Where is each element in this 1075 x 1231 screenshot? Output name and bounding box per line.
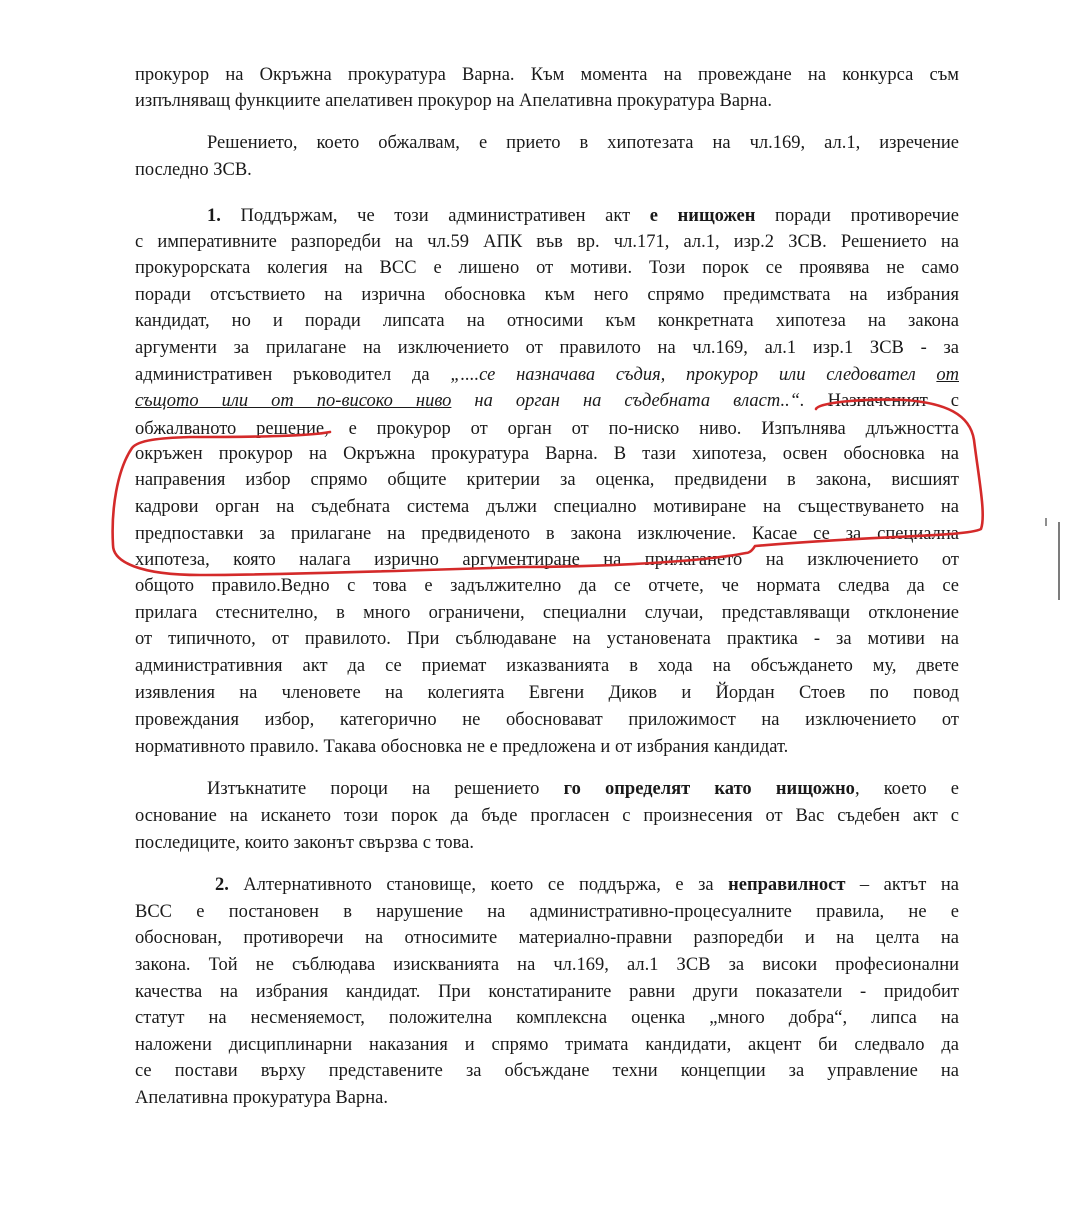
text-line	[135, 362, 959, 388]
text-line	[135, 229, 959, 255]
text-segment: , което е	[854, 779, 960, 799]
text-line	[135, 441, 959, 467]
text-segment: изпълняващ функциите апелативен прокурор на Апелативна прокуратура Варна.	[135, 91, 773, 111]
text-segment: окръжен прокурор на Окръжна прокуратура Варна. В тази хипотеза, освен обосновка на	[135, 444, 959, 464]
text-line	[135, 416, 959, 442]
text-line	[135, 626, 959, 652]
text-segment: направения избор спрямо общите критерии за оценка, предвидени в закона, висшият	[135, 470, 959, 490]
text-segment: наложени дисциплинарни наказания и спрямо тримата кандидати, акцент би следвало да	[135, 1035, 959, 1055]
text-line	[135, 573, 959, 599]
text-line	[215, 872, 959, 898]
text-segment: Алтернативното становище, което се поддържа, е за	[228, 875, 729, 895]
text-segment: административния акт да се приемат изказванията в хода на обсъждането му, двете	[135, 656, 959, 676]
text-line	[135, 157, 959, 183]
text-line	[135, 335, 959, 361]
text-line	[135, 653, 959, 679]
text-line	[135, 1058, 959, 1084]
text-segment: хипотеза, която налага изрично аргументиране на прилагането на изключението от	[135, 550, 959, 570]
text-segment: прилага стеснително, в много ограничени, специални случаи, представляващи отклонение	[135, 603, 959, 623]
text-line	[135, 1032, 959, 1058]
text-segment: се постави върху представените за обсъждане техни концепции за управление на	[135, 1061, 959, 1081]
text-segment: го определят като нищожно	[563, 779, 855, 799]
text-segment: кадрови орган на съдебната система дължи специално мотивиране на съществуването на	[135, 497, 959, 517]
text-line	[135, 830, 959, 856]
text-segment: ВСС е постановен в нарушение на административно-процесуалните правила, не е	[135, 902, 959, 922]
text-segment: общото правило.Ведно с това е задължително да се отчете, че нормата следва да се	[135, 576, 959, 596]
text-segment: прокурорската колегия на ВСС е лишено от мотиви. Този порок се проявява не само	[135, 258, 959, 278]
text-segment: статут на несменяемост, положителна комплексна оценка „много добра“, липса на	[135, 1008, 959, 1028]
text-segment: качества на избрания кандидат. При констатираните равни други показатели - придобит	[135, 982, 959, 1002]
text-segment: Поддържам, че този административен акт	[220, 206, 650, 226]
text-segment: аргументи за прилагане на изключението от правилото на чл.169, ал.1 изр.1 ЗСВ - за	[135, 338, 959, 358]
text-segment: е нищожен	[649, 206, 756, 226]
text-segment: – актът на	[845, 875, 959, 895]
text-line	[135, 680, 959, 706]
text-segment: поради противоречие	[755, 206, 959, 226]
text-segment: кандидат, но и поради липсата на относими към конкретната хипотеза на закона	[135, 311, 959, 331]
text-segment: Решението, което обжалвам, е прието в хипотезата на чл.169, ал.1, изречение	[207, 133, 959, 153]
text-segment: провеждания избор, категорично не обосновават приложимост на изключението от	[135, 710, 959, 730]
text-line	[135, 547, 959, 573]
text-segment: 1.	[207, 206, 221, 226]
text-segment: административен ръководител да	[135, 365, 451, 385]
text-line	[135, 1085, 959, 1111]
text-segment: Апелативна прокуратура Варна.	[135, 1088, 388, 1108]
text-segment: същото или от по-високо ниво	[135, 391, 452, 411]
text-segment: Назначеният с	[804, 391, 959, 411]
text-line	[135, 467, 959, 493]
text-segment: закона. Той не съблюдава изискванията на чл.169, ал.1 ЗСВ за високи професионални	[135, 955, 959, 975]
text-line	[135, 388, 959, 414]
scan-edge-mark	[1058, 522, 1060, 600]
text-segment: предпоставки за прилагане на предвиденото в закона изключение. Касае се за специална	[135, 524, 959, 544]
text-segment: прокурор на Окръжна прокуратура Варна. Към момента на провеждане на конкурса съм	[135, 65, 959, 85]
text-line	[207, 130, 959, 156]
text-segment: поради отсъствието на изрична обосновка към него спрямо предимствата на избрания	[135, 285, 959, 305]
text-line	[135, 88, 959, 114]
text-line	[135, 707, 959, 733]
text-line	[135, 979, 959, 1005]
text-line	[135, 952, 959, 978]
text-line	[135, 62, 959, 88]
text-line	[135, 308, 959, 334]
text-line	[135, 494, 959, 520]
scan-edge-mark	[1045, 518, 1047, 526]
text-line	[135, 521, 959, 547]
text-segment: Изтъкнатите пороци на решението	[207, 779, 564, 799]
text-line	[135, 1005, 959, 1031]
text-segment: обоснован, противоречи на относимите материално-правни разпоредби и на целта на	[135, 928, 959, 948]
text-line	[207, 776, 959, 802]
text-line	[135, 925, 959, 951]
text-segment: изявления на членовете на колегията Евгени Диков и Йордан Стоев по повод	[135, 683, 959, 703]
text-segment: на орган на съдебната власт..“.	[451, 391, 805, 411]
text-segment: основание на искането този порок да бъде прогласен с произнесения от Вас съдебен акт с	[135, 806, 959, 826]
text-line	[207, 203, 959, 229]
text-line	[135, 600, 959, 626]
text-line	[135, 255, 959, 281]
text-segment: от	[936, 365, 959, 385]
text-segment: последно ЗСВ.	[135, 160, 252, 180]
text-line	[135, 899, 959, 925]
text-segment: от типичното, от правилото. При съблюдаване на установената практика - за мотиви на	[135, 629, 959, 649]
text-segment: с императивните разпоредби на чл.59 АПК във вр. чл.171, ал.1, изр.2 ЗСВ. Решението на	[135, 232, 959, 252]
text-line	[135, 803, 959, 829]
text-segment: „....се назначава съдия, прокурор или следовател	[450, 365, 937, 385]
text-segment: последиците, които законът свързва с това.	[135, 833, 475, 853]
text-line	[135, 734, 959, 760]
text-segment: 2.	[215, 875, 229, 895]
text-segment: обжалваното решение, е прокурор от орган от по-ниско ниво. Изпълнява длъжността	[135, 419, 959, 439]
text-line	[135, 282, 959, 308]
text-segment: нормативното правило. Такава обосновка не е предложена и от избрания кандидат.	[135, 737, 789, 757]
text-segment: неправилност	[728, 875, 846, 895]
